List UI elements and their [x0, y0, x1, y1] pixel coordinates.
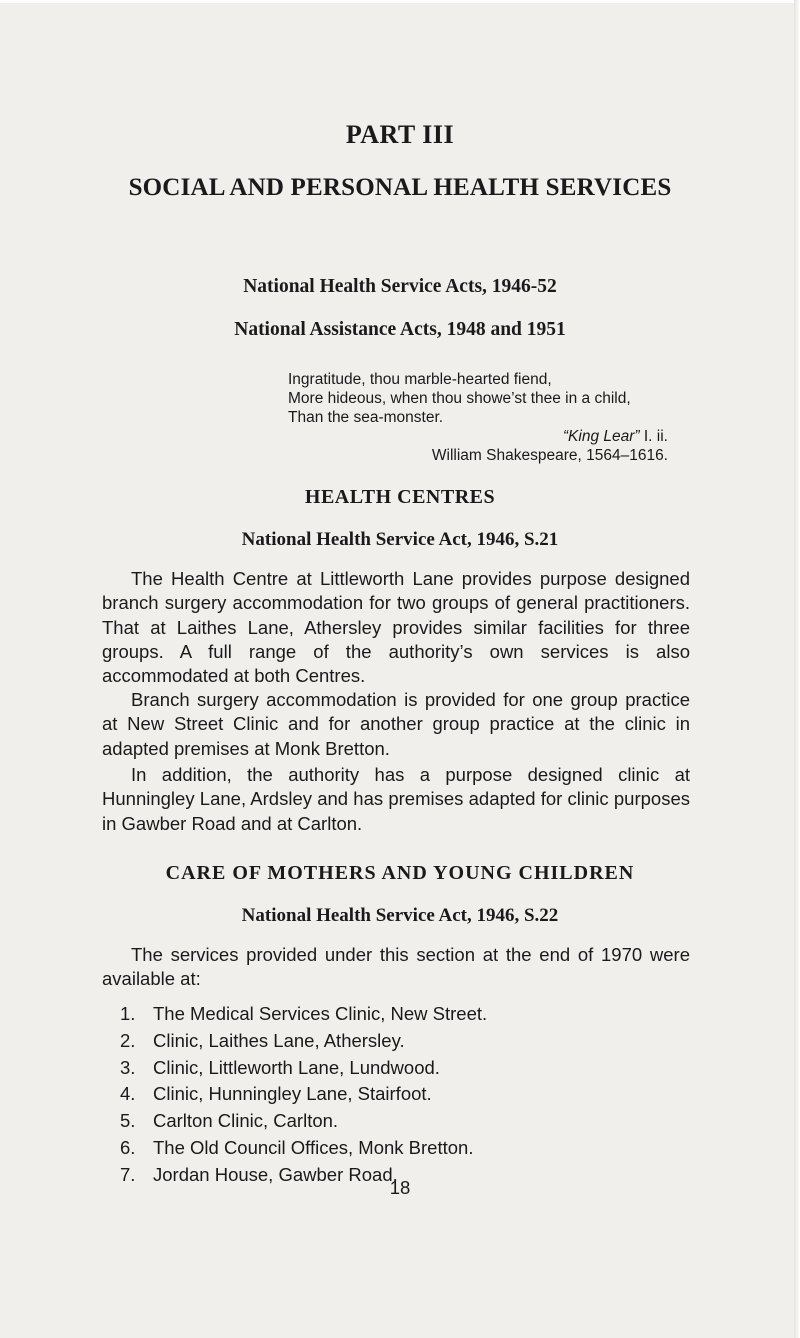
list-item: [120, 1001, 487, 1028]
list-item-text: The Old Council Offices, Monk Bretton.: [153, 1136, 474, 1158]
health-centres-paragraph: The Health Centre at Littleworth Lane provides purpose designed branch surgery accommodation for two groups of general practitioners. That at Laithes Lane, Athersley provides similar facilities for three groups. A full range of the authority’s own services is also accommodated at both Centres.: [102, 568, 690, 687]
list-item-number: 4.: [120, 1083, 136, 1105]
list-item-number: 5.: [120, 1110, 136, 1132]
list-item-number: 3.: [120, 1056, 136, 1078]
clinic-list: [120, 1001, 487, 1189]
list-item-text: Jordan House, Gawber Road.: [153, 1163, 398, 1185]
quote-line: More hideous, when thou showe’st thee in a child,: [288, 390, 631, 407]
list-item-number: 6.: [120, 1136, 136, 1158]
list-item: [120, 1135, 487, 1162]
list-item: [120, 1028, 487, 1055]
list-item-text: The Medical Services Clinic, New Street.: [153, 1003, 488, 1024]
part-title: PART III: [345, 120, 455, 149]
health-centres-paragraph: Branch surgery accommodation is provided for one group practice at New Street Clinic and for another group practice at the clinic in adapted premises at Monk Bretton.: [102, 689, 690, 759]
mothers-children-heading: CARE OF MOTHERS AND YOUNG CHILDREN: [165, 862, 635, 884]
epigraph-quote: [288, 370, 668, 465]
health-centres-act: National Health Service Act, 1946, S.21: [241, 529, 559, 550]
act-title-2: National Assistance Acts, 1948 and 1951: [234, 319, 566, 340]
page-number: 18: [389, 1177, 411, 1198]
quote-source-title: “King Lear”: [562, 428, 640, 445]
list-item: [120, 1108, 487, 1135]
quote-source-ref: I. ii.: [643, 428, 668, 445]
list-item-number: 7.: [120, 1163, 136, 1185]
health-centres-paragraph: In addition, the authority has a purpose designed clinic at Hunningley Lane, Ardsley and has premises adapted for clinic purposes in Gawber Road and at Carlton.: [102, 764, 690, 834]
mothers-children-act: National Health Service Act, 1946, S.22: [241, 905, 559, 926]
list-item-number: 1.: [120, 1003, 136, 1024]
page-top-edge: [0, 0, 800, 3]
quote-source: [288, 427, 668, 446]
health-centres-heading: HEALTH CENTRES: [304, 486, 496, 508]
list-item-text: Carlton Clinic, Carlton.: [153, 1110, 339, 1132]
list-item-text: Clinic, Hunningley Lane, Stairfoot.: [153, 1083, 432, 1105]
mothers-children-intro: The services provided under this section at the end of 1970 were available at:: [102, 944, 690, 990]
list-item: [120, 1055, 487, 1082]
quote-line: Than the sea-monster.: [288, 409, 444, 426]
quote-author: William Shakespeare, 1564–1616.: [431, 447, 668, 464]
list-item-number: 2.: [120, 1029, 136, 1051]
section-title: SOCIAL AND PERSONAL HEALTH SERVICES: [128, 174, 672, 201]
quote-line: Ingratitude, thou marble-hearted fiend,: [288, 371, 552, 388]
act-title-1: National Health Service Acts, 1946-52: [243, 276, 557, 297]
list-item: [120, 1081, 487, 1108]
list-item-text: Clinic, Littleworth Lane, Lundwood.: [153, 1056, 440, 1078]
list-item-text: Clinic, Laithes Lane, Athersley.: [153, 1029, 405, 1051]
